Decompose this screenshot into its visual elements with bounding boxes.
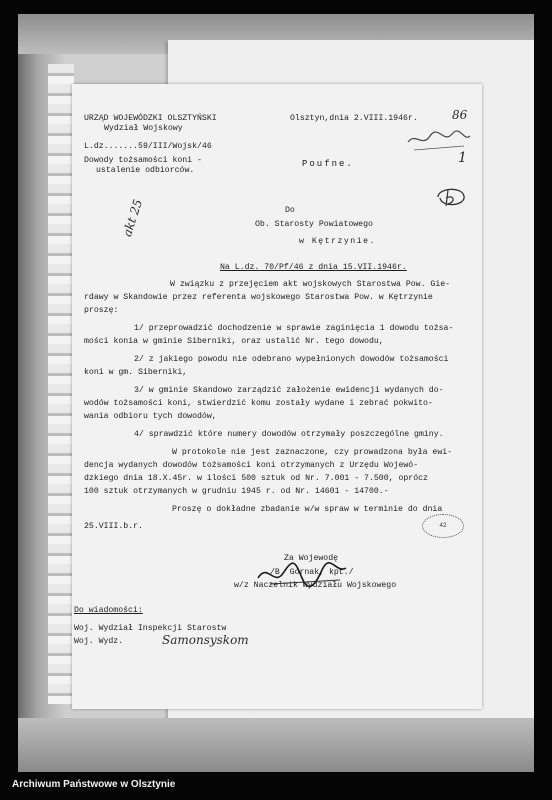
copies-line-2: Woj. Wydz. <box>74 637 124 646</box>
body-line: 100 sztuk otrzymanych w grudniu 1945 r. od Nr. 14601 - 14700.- <box>84 487 389 496</box>
margin-number-1: 86 <box>452 108 468 122</box>
scan-background-bottom <box>18 718 534 772</box>
body-line: 2/ z jakiego powodu nie odebrano wypełnionych dowodów tożsamości <box>134 355 449 364</box>
addressee-line-2: w Kętrzynie. <box>299 237 376 246</box>
copies-heading: Do wiadomości: <box>74 606 143 615</box>
copies-line-1: Woj. Wydział Inspekcji Starostw <box>74 624 227 633</box>
archive-name: Archiwum Państwowe w Olsztynie <box>12 779 176 790</box>
addressee-line-1: Ob. Starosty Powiatowego <box>255 220 373 229</box>
body-line: W protokole nie jest zaznaczone, czy prowadzona była ewi- <box>172 448 453 457</box>
body-line: 25.VIII.b.r. <box>84 522 143 531</box>
office-name: URZĄD WOJEWÓDZKI OLSZTYŃSKI <box>84 114 217 123</box>
body-line: dencja wydanych dowodów tożsamości koni otrzymanych z Urzędu Wojewó- <box>84 461 419 470</box>
handwritten-signature-note: Samonsyskom <box>162 633 249 647</box>
place-date: Olsztyn,dnia 2.VIII.1946r. <box>290 114 418 123</box>
handwritten-scribble-icon <box>404 124 474 154</box>
body-line: mości konia w gminie Siberniki, oraz ustalić Nr. tego dowodu, <box>84 337 384 346</box>
closing-line-1: Za Wojewodę <box>284 554 339 563</box>
body-line: Proszę o dokładne zbadanie w/w spraw w terminie do dnia <box>172 505 443 514</box>
stamp-number: 42 <box>439 522 447 529</box>
reference-line: Na L.dz. 70/Pf/46 z dnia 15.VII.1946r. <box>220 263 407 272</box>
margin-number-2: 1 <box>458 150 467 166</box>
body-line: wodów tożsamości koni, stwierdzić komu zostały wydane i zebrać pokwito- <box>84 399 433 408</box>
body-line: proszę: <box>84 306 119 315</box>
body-line: 4/ sprawdzić które numery dowodów otrzymały poszczególne gminy. <box>134 430 444 439</box>
addressee-to: Do <box>285 206 295 215</box>
body-line: dzkiego dnia 18.X.45r. w ilości 500 sztuk od Nr. 7.001 - 7.500, oprócz <box>84 474 428 483</box>
handwritten-margin-note: akt 25 <box>120 197 146 239</box>
subject-line-2: ustalenie odbiorców. <box>96 166 195 175</box>
body-line: W związku z przejęciem akt wojskowych Starostwa Pow. Gie- <box>170 280 451 289</box>
scan-frame <box>18 14 534 772</box>
letter-page <box>72 84 482 709</box>
department-name: Wydział Wojskowy <box>104 124 183 133</box>
closing-line-2: /B. Gornak, kpt./ <box>270 568 354 577</box>
closing-line-3: w/z Naczelnik Wydziału Wojskowego <box>234 581 397 590</box>
reference-number: L.dz.......59/III/Wojsk/46 <box>84 142 212 151</box>
archive-stamp <box>422 514 464 538</box>
body-line: 3/ w gminie Skandowo zarządzić założenie ewidencji wydanych do- <box>134 386 444 395</box>
body-line: wania odbioru tych dowodów, <box>84 412 217 421</box>
circled-mark-icon <box>434 184 468 210</box>
body-line: 1/ przeprowadzić dochodzenie w sprawie zaginięcia 1 dowodu tożsa- <box>134 324 454 333</box>
body-line: koni w gm. Siberniki, <box>84 368 188 377</box>
subject-line-1: Dowody tożsamości koni - <box>84 156 202 165</box>
classification-label: Poufne. <box>302 159 354 169</box>
body-line: rdawy w Skandowie przez referenta wojskowego Starostwa Pow. w Kętrzynie <box>84 293 433 302</box>
stacked-page-edges <box>48 64 74 704</box>
